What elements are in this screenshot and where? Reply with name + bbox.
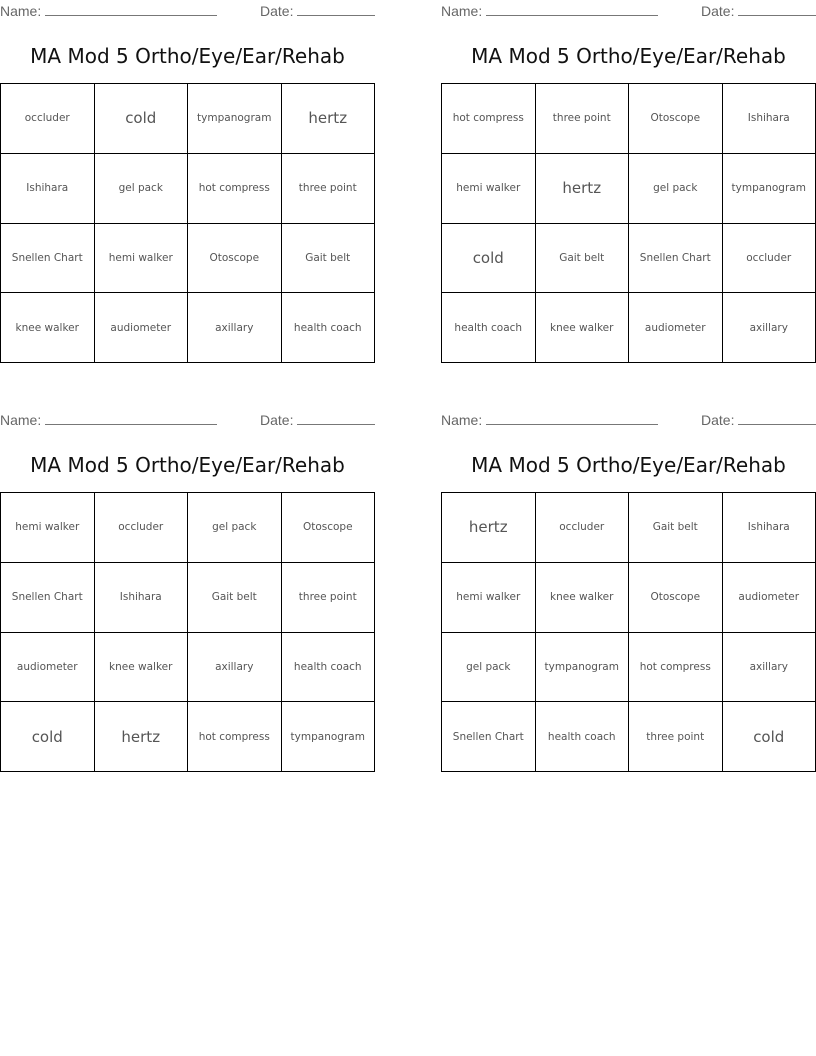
name-underline	[486, 411, 658, 425]
bingo-cell: knee walker	[536, 293, 630, 363]
bingo-grid	[441, 492, 816, 772]
bingo-cell: health coach	[442, 293, 536, 363]
bingo-cell: audiometer	[723, 563, 816, 633]
date-field	[260, 411, 375, 428]
card-title: MA Mod 5 Ortho/Eye/Ear/Rehab	[471, 453, 786, 477]
name-label: Name:	[441, 412, 483, 428]
bingo-cell: hertz	[536, 154, 630, 224]
bingo-cell: health coach	[282, 293, 376, 363]
bingo-cell: cold	[723, 702, 816, 772]
bingo-cell: Ishihara	[723, 493, 816, 563]
bingo-cell: health coach	[536, 702, 630, 772]
bingo-cell: gel pack	[95, 154, 189, 224]
bingo-cell: Gait belt	[536, 224, 630, 294]
bingo-cell: tympanogram	[188, 84, 282, 154]
bingo-cell: health coach	[282, 633, 376, 703]
bingo-cell: hot compress	[629, 633, 723, 703]
bingo-cell: three point	[282, 154, 376, 224]
bingo-cell: Snellen Chart	[1, 224, 95, 294]
bingo-cell: three point	[629, 702, 723, 772]
bingo-cell: hemi walker	[95, 224, 189, 294]
bingo-grid	[0, 492, 375, 772]
name-field	[0, 2, 217, 19]
date-label: Date:	[260, 3, 294, 19]
bingo-cell: Otoscope	[629, 563, 723, 633]
name-label: Name:	[441, 3, 483, 19]
bingo-cell: Otoscope	[188, 224, 282, 294]
bingo-cell: gel pack	[442, 633, 536, 703]
bingo-grid	[441, 83, 816, 363]
bingo-card-2	[441, 0, 816, 364]
bingo-cell: axillary	[723, 633, 816, 703]
bingo-cell: gel pack	[629, 154, 723, 224]
card-title: MA Mod 5 Ortho/Eye/Ear/Rehab	[471, 44, 786, 68]
card-title: MA Mod 5 Ortho/Eye/Ear/Rehab	[30, 44, 345, 68]
bingo-card-1	[0, 0, 375, 364]
bingo-cell: gel pack	[188, 493, 282, 563]
bingo-cell: cold	[95, 84, 189, 154]
bingo-cell: occluder	[1, 84, 95, 154]
bingo-cell: Snellen Chart	[1, 563, 95, 633]
bingo-cell: axillary	[188, 633, 282, 703]
bingo-cell: tympanogram	[282, 702, 376, 772]
bingo-cell: knee walker	[536, 563, 630, 633]
bingo-cell: audiometer	[1, 633, 95, 703]
bingo-cell: occluder	[95, 493, 189, 563]
bingo-cell: axillary	[188, 293, 282, 363]
bingo-cell: occluder	[723, 224, 816, 294]
bingo-card-3	[0, 409, 375, 773]
bingo-cell: hemi walker	[442, 154, 536, 224]
bingo-cell: hemi walker	[1, 493, 95, 563]
bingo-cell: audiometer	[95, 293, 189, 363]
header-line	[441, 2, 816, 20]
bingo-cell: three point	[536, 84, 630, 154]
header-line	[0, 411, 375, 429]
bingo-cell: cold	[1, 702, 95, 772]
header-line	[441, 411, 816, 429]
bingo-cell: Otoscope	[282, 493, 376, 563]
date-label: Date:	[701, 412, 735, 428]
bingo-cell: hot compress	[188, 702, 282, 772]
name-underline	[486, 2, 658, 16]
bingo-cell: tympanogram	[536, 633, 630, 703]
name-field	[0, 411, 217, 428]
bingo-cell: Snellen Chart	[442, 702, 536, 772]
date-underline	[738, 411, 816, 425]
bingo-cell: Ishihara	[723, 84, 816, 154]
bingo-cell: hot compress	[442, 84, 536, 154]
bingo-cell: Gait belt	[188, 563, 282, 633]
header-line	[0, 2, 375, 20]
bingo-cell: Otoscope	[629, 84, 723, 154]
date-field	[701, 411, 816, 428]
name-underline	[45, 411, 217, 425]
name-label: Name:	[0, 412, 42, 428]
bingo-cell: audiometer	[629, 293, 723, 363]
date-underline	[297, 411, 375, 425]
bingo-cell: cold	[442, 224, 536, 294]
date-label: Date:	[260, 412, 294, 428]
date-field	[260, 2, 375, 19]
bingo-card-4	[441, 409, 816, 773]
bingo-cell: Ishihara	[1, 154, 95, 224]
bingo-grid	[0, 83, 375, 363]
date-field	[701, 2, 816, 19]
name-label: Name:	[0, 3, 42, 19]
bingo-cell: tympanogram	[723, 154, 816, 224]
bingo-cell: hot compress	[188, 154, 282, 224]
name-underline	[45, 2, 217, 16]
bingo-cell: Snellen Chart	[629, 224, 723, 294]
name-field	[441, 2, 658, 19]
bingo-cell: hemi walker	[442, 563, 536, 633]
bingo-cell: occluder	[536, 493, 630, 563]
bingo-cell: Gait belt	[282, 224, 376, 294]
bingo-cell: hertz	[282, 84, 376, 154]
bingo-cell: knee walker	[1, 293, 95, 363]
bingo-cell: three point	[282, 563, 376, 633]
bingo-cell: hertz	[95, 702, 189, 772]
date-label: Date:	[701, 3, 735, 19]
date-underline	[297, 2, 375, 16]
date-underline	[738, 2, 816, 16]
bingo-cell: knee walker	[95, 633, 189, 703]
bingo-cell: Ishihara	[95, 563, 189, 633]
bingo-cell: Gait belt	[629, 493, 723, 563]
name-field	[441, 411, 658, 428]
bingo-cell: axillary	[723, 293, 816, 363]
bingo-cell: hertz	[442, 493, 536, 563]
card-title: MA Mod 5 Ortho/Eye/Ear/Rehab	[30, 453, 345, 477]
